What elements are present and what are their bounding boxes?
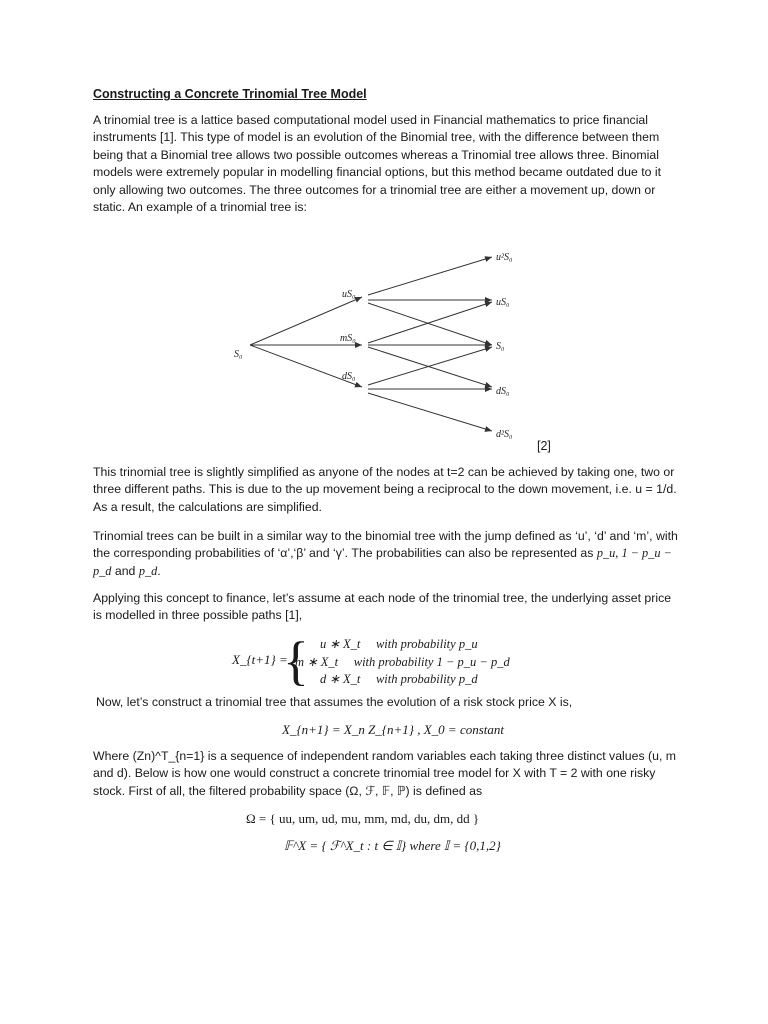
intro-paragraph: A trinomial tree is a lattice based computational model used in Financial mathematics to price financial instruments [1]. This type of model is an evolution of the Binomial tree, with the difference between them being that a Binomial tree allows two possible outcomes whereas a Trinomial tree allows three. Binomial models were extremely popular in modelling financial options, but this method became outdated due to it only allowing two outcomes. The three outcomes for a trinomial tree are either a movement up, down or static. An example of a trinomial tree is: [93,113,662,215]
node-dd: d²S₀ [496,429,513,440]
node-mid: mS₀ [340,333,356,344]
node-up: uS₀ [342,289,356,300]
node-s: S₀ [496,341,505,352]
figure-citation: [2] [537,439,551,453]
filtration-paragraph: Where (Zn)^T_{n=1} is a sequence of independent random variables each taking three distinct values (u, m and d). Below is how one would construct a concrete trinomial tree model for X with T = 2 with one risky stock. First of all, the filtered probability space (Ω, ℱ, 𝔽, ℙ) is defined as [93,749,677,798]
trinomial-tree-diagram [228,245,528,445]
node-root: S₀ [234,349,243,360]
node-d: dS₀ [496,386,510,397]
sample-space-equation: Ω = { uu, um, ud, mu, mm, md, du, dm, dd } [246,811,480,826]
equation-case-mid: m ∗ X_t with probability 1 − p_u − p_d [295,655,510,669]
simplification-paragraph: This trinomial tree is slightly simplified as anyone of the nodes at t=2 can be achieved by taking one, two or three different paths. This is due to the up movement being a reciprocal to the down movement, i.e. u = 1/d. As a result, the calculations are simplified. [93,465,677,514]
finance-paragraph: Applying this concept to finance, let’s assume at each node of the trinomial tree, the underlying asset price is modelled in three possible paths [1], [93,591,672,623]
equation-case-up: u ∗ X_t with probability p_u [320,637,478,651]
node-down: dS₀ [342,371,356,382]
brace-symbol: { [283,631,309,691]
filtration-equation: 𝔽^X = { ℱ^X_t : t ∈ 𝕀} where 𝕀 = {0,1,2} [284,838,501,853]
node-u: uS₀ [496,297,510,308]
probabilities-paragraph: Trinomial trees can be built in a similar way to the binomial tree with the jump defined as ‘u’, ‘d’ and ‘m’, with the corresponding probabilities of ‘α’,‘β’ and ‘γ’. The probabilities can also be represented as p_u, 1 − p_u − p_d and p_d. [93,529,678,578]
node-uu: u²S₀ [496,252,513,263]
evolution-equation: X_{n+1} = X_n Z_{n+1} , X_0 = constant [282,722,504,737]
document-title: Constructing a Concrete Trinomial Tree Model [93,87,367,101]
equation-lhs: X_{t+1} = [232,652,288,667]
equation-case-down: d ∗ X_t with probability p_d [320,672,478,686]
construct-paragraph: Now, let’s construct a trinomial tree that assumes the evolution of a risk stock price X is, [96,695,573,709]
